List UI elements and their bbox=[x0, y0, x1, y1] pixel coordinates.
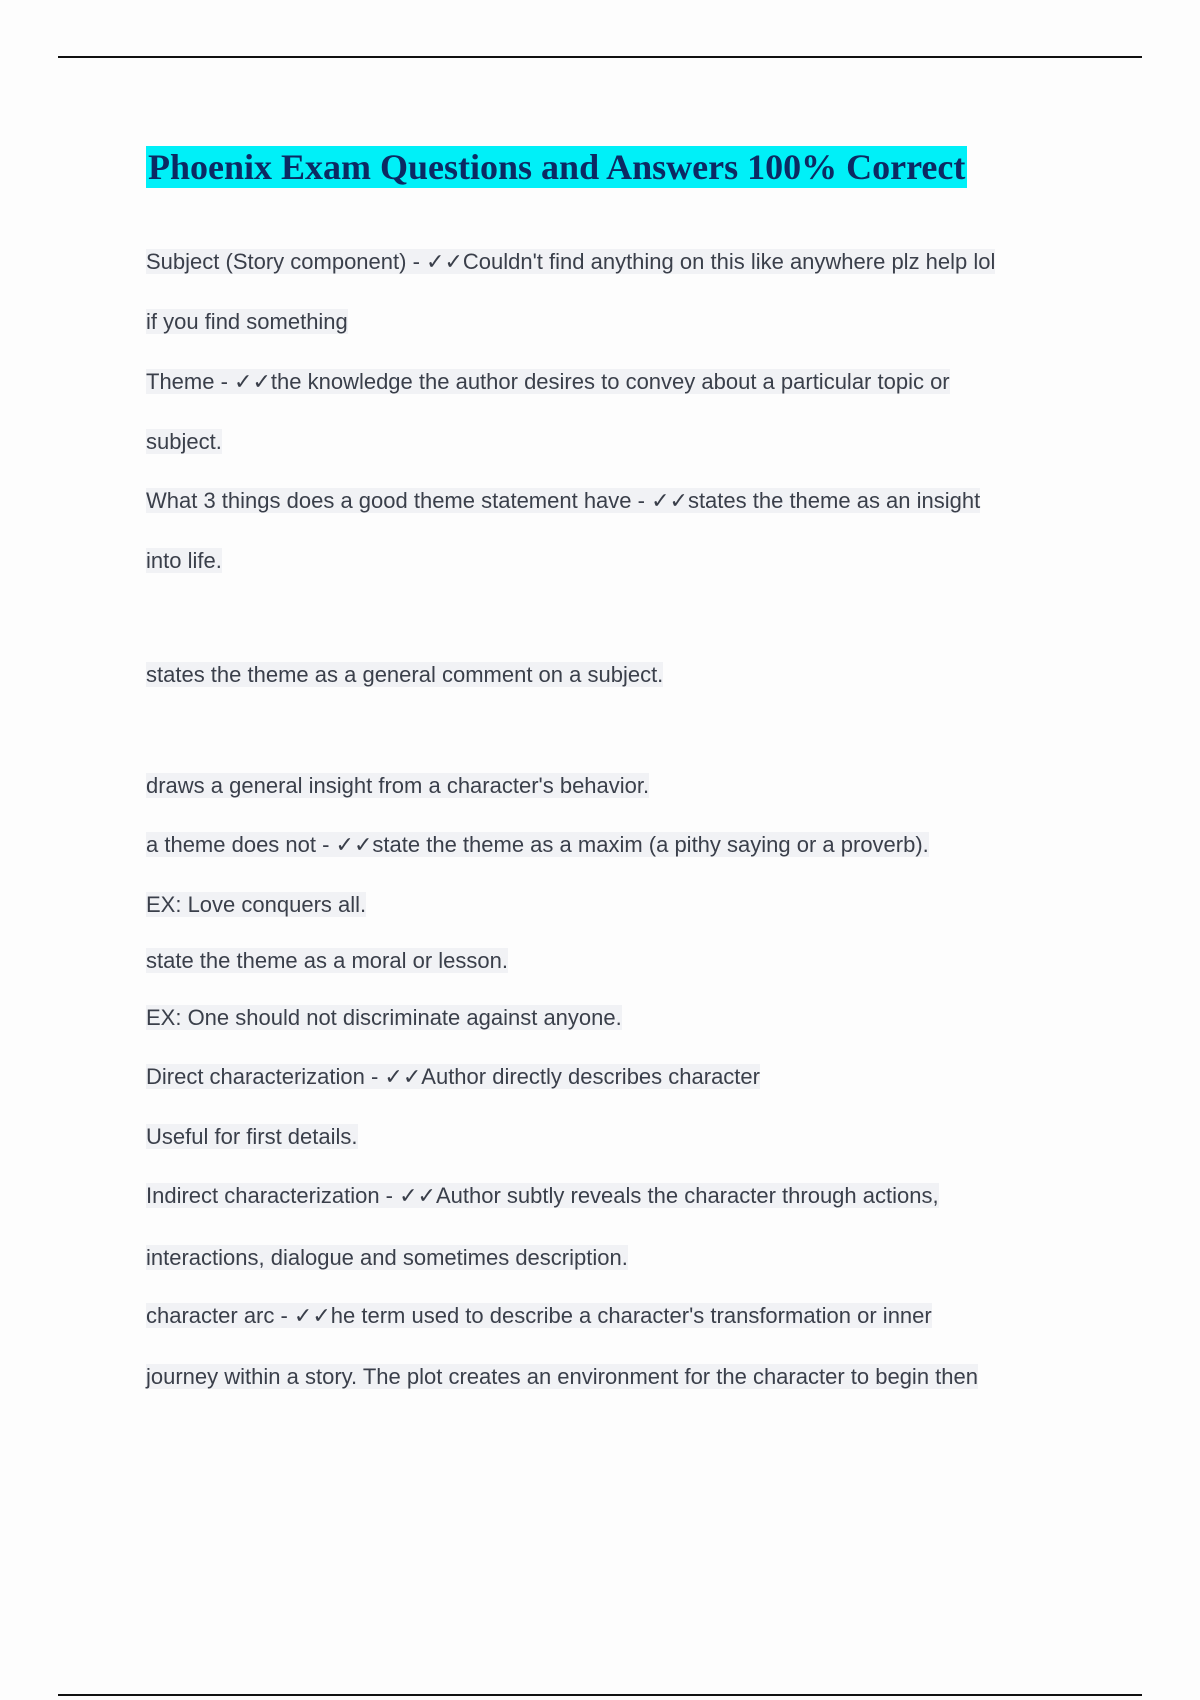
text-line: EX: One should not discriminate against anyone. bbox=[146, 1005, 622, 1030]
text-line: if you find something bbox=[146, 309, 348, 334]
footer-rule bbox=[58, 1694, 1142, 1696]
text-line: states the theme as a general comment on a subject. bbox=[146, 662, 664, 687]
text-line: character arc - ✓✓he term used to describe a character's transformation or inner bbox=[146, 1303, 932, 1328]
text-line: What 3 things does a good theme statement have - ✓✓states the theme as an insight bbox=[146, 488, 981, 513]
text-line: into life. bbox=[146, 548, 222, 573]
header-rule bbox=[58, 56, 1142, 58]
text-line: journey within a story. The plot creates an environment for the character to begin then bbox=[146, 1364, 978, 1389]
text-line: Direct characterization - ✓✓Author directly describes character bbox=[146, 1064, 760, 1089]
text-line: EX: Love conquers all. bbox=[146, 892, 367, 917]
text-line: subject. bbox=[146, 429, 222, 454]
text-line: draws a general insight from a character's behavior. bbox=[146, 773, 650, 798]
text-line: Theme - ✓✓the knowledge the author desires to convey about a particular topic or bbox=[146, 369, 950, 394]
text-line: state the theme as a moral or lesson. bbox=[146, 948, 508, 973]
text-line: Useful for first details. bbox=[146, 1124, 358, 1149]
text-line: Indirect characterization - ✓✓Author subtly reveals the character through actions, bbox=[146, 1183, 939, 1208]
document-title: Phoenix Exam Questions and Answers 100% Correct bbox=[148, 147, 966, 187]
text-line: a theme does not - ✓✓state the theme as a maxim (a pithy saying or a proverb). bbox=[146, 832, 929, 857]
text-line: Subject (Story component) - ✓✓Couldn't find anything on this like anywhere plz help lol bbox=[146, 249, 996, 274]
text-line: interactions, dialogue and sometimes description. bbox=[146, 1245, 628, 1270]
